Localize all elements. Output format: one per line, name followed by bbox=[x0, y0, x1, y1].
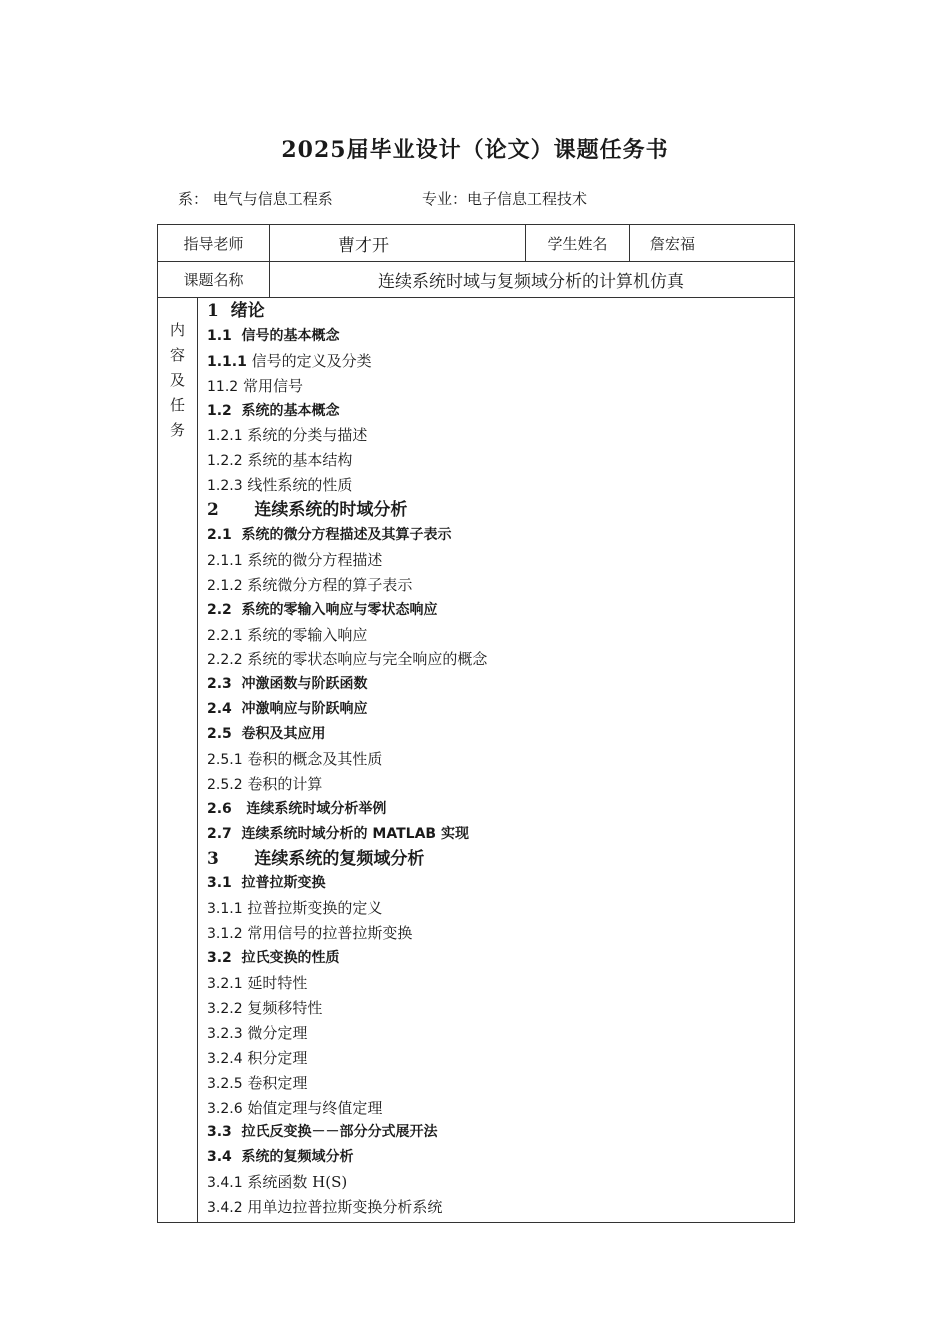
outline-item-number: 1.2.1 bbox=[207, 428, 243, 445]
outline-item-text: 常用信号的拉普拉斯变换 bbox=[242, 924, 413, 943]
outline-item bbox=[207, 1195, 794, 1220]
major-field: 专业：电子信息工程技术 bbox=[422, 190, 588, 208]
outline-item-text: 线性系统的性质 bbox=[242, 476, 353, 495]
outline-item-number: 3.1.1 bbox=[207, 901, 243, 918]
advisor-row bbox=[158, 225, 795, 262]
outline-item-number: 3.3 bbox=[207, 1124, 232, 1141]
outline-item bbox=[207, 722, 794, 747]
outline-item-text: 拉氏反变换－－部分分式展开法 bbox=[231, 1124, 438, 1141]
outline-item-number: 1.1 bbox=[207, 327, 232, 344]
outline-item-number: 1 bbox=[207, 301, 219, 321]
outline-item-number: 3.4.1 bbox=[207, 1175, 243, 1192]
outline-item-number: 3.4.2 bbox=[207, 1200, 243, 1217]
outline-item-number: 3.2 bbox=[207, 950, 232, 967]
outline-item-text: 系统的零输入响应 bbox=[242, 625, 368, 644]
outline-item-text: 微分定理 bbox=[242, 1023, 308, 1042]
outline-item bbox=[207, 1021, 794, 1046]
outline-item-text: 连续系统的时域分析 bbox=[218, 500, 408, 521]
outline-item-number: 2.4 bbox=[207, 701, 232, 718]
outline-item-text: 始值定理与终值定理 bbox=[242, 1098, 383, 1117]
outline-item-text: 系统函数 H(S) bbox=[242, 1173, 348, 1192]
student-label: 学生姓名 bbox=[526, 225, 630, 262]
content-row bbox=[158, 298, 795, 1223]
topic-value: 连续系统时域与复频域分析的计算机仿真 bbox=[270, 262, 795, 298]
outline-item bbox=[207, 423, 794, 448]
outline-item-number: 2.6 bbox=[207, 800, 232, 817]
outline-item bbox=[207, 697, 794, 722]
outline-item bbox=[207, 921, 794, 946]
outline-item-text: 系统的微分方程描述 bbox=[242, 550, 383, 569]
outline-item-text: 拉氏变换的性质 bbox=[231, 950, 340, 967]
outline-item-text: 连续系统的复频域分析 bbox=[218, 848, 425, 869]
topic-row bbox=[158, 262, 795, 298]
outline-item-number: 2.7 bbox=[207, 825, 232, 842]
outline-item-text: 卷积及其应用 bbox=[231, 726, 326, 743]
outline-item-text: 系统的微分方程描述及其算子表示 bbox=[231, 527, 452, 544]
outline-item-text: 系统的复频域分析 bbox=[231, 1149, 354, 1166]
side-label-char: 及 bbox=[169, 371, 185, 389]
advisor-label: 指导老师 bbox=[158, 225, 270, 262]
outline-item-text: 延时特性 bbox=[242, 974, 308, 993]
outline-item bbox=[207, 847, 794, 872]
document-title: 2025届毕业设计（论文）课题任务书 bbox=[281, 137, 669, 163]
outline-item-number: 1.2.2 bbox=[207, 453, 243, 470]
outline-item bbox=[207, 448, 794, 473]
outline-item bbox=[207, 1120, 794, 1145]
outline-item bbox=[207, 871, 794, 896]
outline-item-number: 3.2.1 bbox=[207, 976, 243, 993]
outline-item-number: 2.1 bbox=[207, 527, 232, 544]
outline-item-number: 2.2.1 bbox=[207, 627, 243, 644]
outline-item-number: 1.1.1 bbox=[207, 353, 247, 370]
outline-item bbox=[207, 797, 794, 822]
outline-item-number: 3.4 bbox=[207, 1149, 232, 1166]
outline-item-text: 拉普拉斯变换的定义 bbox=[242, 899, 383, 918]
outline-item bbox=[207, 896, 794, 921]
outline-item-text: 连续系统时域分析举例 bbox=[231, 800, 387, 817]
outline-item-number: 1.2.3 bbox=[207, 478, 243, 495]
outline-item bbox=[207, 822, 794, 847]
outline-item bbox=[207, 1071, 794, 1096]
outline-item-text: 系统的基本结构 bbox=[242, 451, 353, 470]
outline-item bbox=[207, 498, 794, 523]
outline-item bbox=[207, 573, 794, 598]
outline-item-text: 冲激函数与阶跃函数 bbox=[231, 676, 368, 693]
topic-label: 课题名称 bbox=[158, 262, 270, 298]
outline-item-number: 3.1 bbox=[207, 875, 232, 892]
outline-item-text: 卷积的计算 bbox=[242, 774, 323, 793]
outline-item-text: 常用信号 bbox=[238, 376, 303, 395]
outline-item bbox=[207, 299, 794, 324]
outline-item bbox=[207, 598, 794, 623]
outline-item-number: 3 bbox=[207, 848, 219, 869]
outline-item-text: 信号的定义及分类 bbox=[246, 351, 372, 370]
side-label-char: 内 bbox=[169, 321, 185, 339]
outline-item-number: 2.1.2 bbox=[207, 577, 243, 594]
outline-item-text: 绪论 bbox=[218, 301, 265, 321]
outline-item bbox=[207, 946, 794, 971]
outline-item bbox=[207, 548, 794, 573]
side-label-char: 务 bbox=[169, 421, 185, 439]
outline-item-text: 卷积的概念及其性质 bbox=[242, 750, 383, 769]
outline-item bbox=[207, 523, 794, 548]
side-label-char: 容 bbox=[169, 346, 185, 364]
outline-item bbox=[207, 324, 794, 349]
outline-item-text: 信号的基本概念 bbox=[231, 327, 340, 344]
outline-item-text: 系统的分类与描述 bbox=[242, 426, 368, 445]
outline-item bbox=[207, 399, 794, 424]
outline-item-text: 连续系统时域分析的 MATLAB 实现 bbox=[231, 825, 469, 842]
outline-item bbox=[207, 623, 794, 648]
outline-item bbox=[207, 1170, 794, 1195]
outline-item bbox=[207, 1046, 794, 1071]
outline-item-number: 3.2.6 bbox=[207, 1100, 243, 1117]
outline-item-text: 卷积定理 bbox=[242, 1073, 308, 1092]
side-label-char: 任 bbox=[169, 396, 185, 414]
outline-item-number: 2.2 bbox=[207, 601, 232, 618]
content-outline bbox=[198, 298, 795, 1223]
outline-item-number: 2.1.1 bbox=[207, 552, 243, 569]
outline-item bbox=[207, 374, 794, 399]
outline-item-number: 3.2.4 bbox=[207, 1050, 243, 1067]
outline-item-text: 系统的零状态响应与完全响应的概念 bbox=[242, 650, 488, 669]
outline-item-number: 3.1.2 bbox=[207, 926, 243, 943]
outline-item-text: 冲激响应与阶跃响应 bbox=[231, 701, 368, 718]
outline-item-text: 复频移特性 bbox=[242, 998, 323, 1017]
outline-item-number: 1.2 bbox=[207, 402, 232, 419]
outline-item-text: 系统微分方程的算子表示 bbox=[242, 575, 413, 594]
outline-item bbox=[207, 996, 794, 1021]
outline-item-text: 拉普拉斯变换 bbox=[231, 875, 326, 892]
outline-item bbox=[207, 1145, 794, 1170]
task-form-table bbox=[157, 224, 795, 1223]
content-side-label bbox=[158, 298, 198, 1223]
outline-item-text: 积分定理 bbox=[242, 1048, 308, 1067]
outline-item bbox=[207, 772, 794, 797]
outline-item-number: 2.2.2 bbox=[207, 652, 243, 669]
outline-item-number: 2.5 bbox=[207, 726, 232, 743]
outline-item-number: 11.2 bbox=[207, 378, 239, 395]
outline-item-number: 3.2.5 bbox=[207, 1075, 243, 1092]
outline-item bbox=[207, 349, 794, 374]
outline-item-number: 2.5.1 bbox=[207, 752, 243, 769]
outline-item-text: 用单边拉普拉斯变换分析系统 bbox=[242, 1198, 443, 1217]
outline-item bbox=[207, 473, 794, 498]
department-field: 系： 电气与信息工程系 bbox=[178, 190, 333, 208]
outline-item bbox=[207, 747, 794, 772]
outline-item-text: 系统的基本概念 bbox=[231, 402, 340, 419]
outline-item-number: 3.2.2 bbox=[207, 1000, 243, 1017]
outline-item bbox=[207, 647, 794, 672]
outline-item-text: 系统的零输入响应与零状态响应 bbox=[231, 601, 438, 618]
outline-item bbox=[207, 971, 794, 996]
advisor-name: 曹才开 bbox=[270, 225, 526, 262]
outline-item-number: 2.5.2 bbox=[207, 776, 243, 793]
outline-item-number: 2 bbox=[207, 500, 219, 521]
outline-item bbox=[207, 1096, 794, 1121]
outline-item-number: 3.2.3 bbox=[207, 1025, 243, 1042]
outline-item bbox=[207, 672, 794, 697]
outline-item-number: 2.3 bbox=[207, 676, 232, 693]
student-name: 詹宏福 bbox=[630, 225, 795, 262]
